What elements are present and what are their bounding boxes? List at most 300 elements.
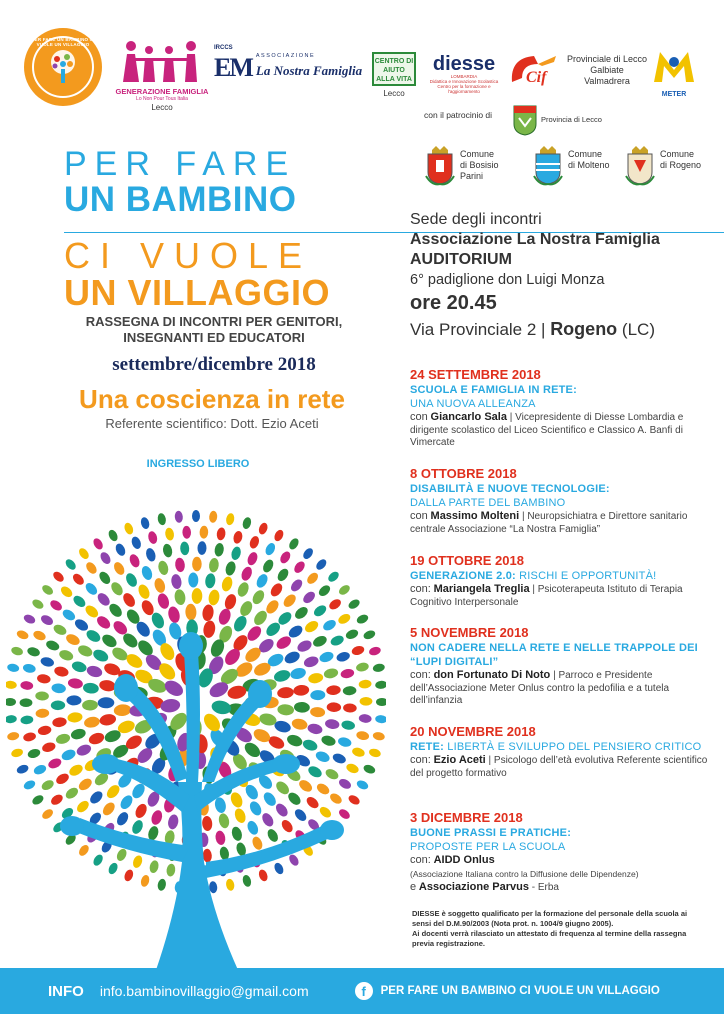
- hand-leaf: [35, 708, 49, 718]
- event-extra: [410, 881, 710, 895]
- event-speaker: Ezio Aceti: [433, 754, 486, 766]
- hand-leaf: [291, 717, 309, 731]
- event-topic: [410, 826, 710, 854]
- event-extra-prefix: e: [410, 881, 417, 893]
- hand-leaf: [337, 807, 351, 821]
- hand-leaf: [88, 789, 105, 806]
- hand-leaf: [64, 786, 80, 801]
- hand-leaf: [170, 573, 182, 589]
- hand-leaf: [64, 557, 78, 571]
- cav-city: Lecco: [383, 89, 405, 98]
- hand-leaf: [329, 634, 345, 648]
- hand-leaf: [297, 778, 314, 794]
- hand-leaf: [287, 853, 300, 867]
- hand-leaf: [150, 809, 164, 826]
- hand-leaf: [98, 679, 116, 693]
- hand-leaf: [312, 603, 328, 618]
- hand-leaf: [45, 639, 61, 652]
- lnf-name: La Nostra Famiglia: [255, 63, 363, 78]
- subtitle-line-2: INSEGNANTI ED EDUCATORI: [123, 330, 305, 345]
- hand-leaf: [133, 802, 149, 820]
- event-role: | Parroco e Presidente dell’Associazione Meter Onlus contro la pedofilia e a tutela dell’infanzia: [410, 670, 670, 706]
- hand-leaf: [77, 843, 91, 857]
- event-item: [410, 367, 710, 450]
- hand-leaf: [22, 663, 36, 674]
- facebook-page-link[interactable]: PER FARE UN BAMBINO CI VUOLE UN VILLAGGIO: [380, 985, 660, 997]
- hand-leaf: [328, 791, 343, 805]
- event-speaker: Massimo Molteni: [430, 510, 520, 522]
- hand-leaf: [166, 863, 176, 877]
- hand-leaf: [75, 743, 93, 758]
- hand-leaf: [52, 623, 68, 637]
- hand-leaf: [95, 614, 113, 631]
- hand-leaf: [130, 535, 143, 550]
- hand-leaf: [278, 550, 292, 565]
- hand-leaf: [305, 795, 321, 811]
- event-topic: NON CADERE NELLA RETE E NELLE TRAPPOLE DEI “LUPI DIGITALI”: [410, 642, 698, 668]
- hand-leaf: [10, 646, 24, 657]
- event-role: | Psicoterapeuta Istituto di Terapia Cognitivo Interpersonale: [410, 584, 683, 608]
- hand-leaf: [7, 663, 20, 673]
- hand-leaf: [7, 731, 20, 741]
- hand-leaf: [324, 767, 340, 781]
- hand-leaf: [251, 835, 265, 851]
- event-con: con:: [410, 583, 431, 595]
- hand-leaf: [99, 713, 117, 727]
- hand-leaf: [236, 581, 251, 599]
- hand-leaf: [70, 727, 87, 741]
- hand-leaf: [266, 827, 281, 843]
- event-speaker-line: [410, 669, 710, 708]
- hand-leaf: [156, 592, 171, 610]
- comune-bosisio: [424, 146, 499, 186]
- event-date: 20 NOVEMBRE 2018: [410, 724, 536, 739]
- hand-leaf: [124, 571, 139, 588]
- hand-leaf: [240, 565, 254, 582]
- hand-leaf: [301, 546, 315, 560]
- hand-leaf: [351, 746, 366, 758]
- hand-leaf: [100, 632, 119, 650]
- hand-leaf: [76, 643, 94, 658]
- hand-leaf: [67, 712, 83, 724]
- hand-leaf: [192, 588, 203, 604]
- hand-leaf: [232, 530, 243, 545]
- hand-leaf: [326, 570, 340, 584]
- event-speaker-line: [410, 583, 710, 609]
- series-theme: Una coscienza in rete: [79, 384, 345, 414]
- hand-leaf: [41, 741, 57, 754]
- venue-street: Via Provinciale 2 |: [410, 320, 546, 339]
- venue-town: Rogeno: [550, 319, 618, 339]
- hand-leaf: [283, 649, 302, 665]
- event-role: | Psicologo dell’età evolutiva Referente scientifico del progetto formativo: [410, 755, 708, 779]
- hand-leaf: [310, 706, 326, 717]
- hand-leaf: [52, 716, 68, 728]
- hand-leaf: [273, 668, 292, 683]
- hand-leaf: [113, 704, 132, 717]
- hand-leaf: [250, 588, 266, 606]
- hand-leaf: [27, 747, 42, 759]
- hand-leaf: [358, 714, 372, 724]
- hand-leaf: [107, 528, 119, 542]
- hand-leaf: [114, 542, 127, 557]
- event-topic: [410, 383, 710, 411]
- hand-leaf: [248, 799, 264, 817]
- event-topic-normal: PROPOSTE PER LA SCUOLA: [410, 841, 566, 853]
- hand-leaf: [343, 703, 357, 712]
- family-figures-icon: [117, 38, 207, 82]
- hand-leaf: [285, 733, 304, 749]
- hand-leaf: [207, 589, 220, 606]
- hand-leaf: [140, 874, 151, 888]
- event-speaker-line: [410, 854, 710, 868]
- hand-leaf: [51, 700, 66, 710]
- hand-leaf: [20, 681, 34, 691]
- event-topic: [410, 740, 710, 754]
- lnf-assoc: ASSOCIAZIONE: [255, 53, 316, 59]
- hand-leaf: [264, 541, 277, 556]
- title-line-3: CI VUOLE: [64, 235, 313, 276]
- hand-leaf: [225, 878, 235, 891]
- hand-leaf: [174, 557, 185, 572]
- event-item: [410, 466, 710, 536]
- comune-rogeno: [624, 146, 701, 186]
- comune-1-line-2: di Bosisio: [460, 160, 499, 170]
- event-speaker-line: [410, 510, 710, 536]
- hand-leaf: [362, 629, 376, 641]
- event-con: con:: [410, 669, 431, 681]
- hand-leaf: [220, 575, 234, 592]
- cif-line-3: Valmadrera: [584, 76, 630, 86]
- hand-leaf: [344, 628, 359, 641]
- title-line-1: PER FARE: [64, 145, 297, 183]
- hand-leaf: [82, 700, 98, 711]
- hand-leaf: [37, 725, 52, 736]
- note-line-2: Ai docenti verrà rilasciato un attestato di frequenza al termine della rassegna previa registrazione.: [412, 929, 687, 948]
- hand-leaf: [185, 604, 197, 621]
- cif-text: [562, 54, 652, 87]
- meter-name: METER: [661, 91, 687, 98]
- event-topic-bold: GENERAZIONE 2.0:: [410, 570, 516, 582]
- hand-leaf: [51, 683, 66, 694]
- hand-leaf: [160, 698, 181, 714]
- hand-leaf: [174, 510, 183, 523]
- hands-tree-illustration: [6, 482, 386, 970]
- hand-leaf: [67, 677, 83, 689]
- hand-leaf: [118, 793, 135, 811]
- event-topic: [410, 482, 710, 510]
- facebook-icon[interactable]: f: [355, 982, 373, 1000]
- comune-1-line-3: Parini: [460, 171, 484, 181]
- hand-leaf: [306, 764, 323, 780]
- hand-leaf: [153, 577, 167, 594]
- hand-leaf: [280, 818, 295, 834]
- hand-leaf: [16, 629, 30, 641]
- hand-leaf: [192, 557, 202, 571]
- hand-leaf: [260, 811, 276, 828]
- event-topic-normal: UNA NUOVA ALLEANZA: [410, 398, 536, 410]
- event-note: [410, 868, 710, 882]
- hand-leaf: [310, 690, 326, 701]
- event-date: 24 SETTEMBRE 2018: [410, 367, 541, 382]
- hand-leaf: [16, 763, 30, 775]
- hand-leaf: [83, 581, 99, 597]
- hand-leaf: [91, 647, 110, 663]
- hand-leaf: [39, 613, 54, 627]
- hand-leaf: [20, 698, 33, 707]
- hand-leaf: [225, 513, 235, 526]
- hand-leaf: [314, 557, 328, 571]
- title-line-4: UN VILLAGGIO: [64, 272, 330, 313]
- hand-leaf: [208, 557, 219, 572]
- hand-leaf: [293, 684, 310, 696]
- hand-leaf: [83, 603, 100, 620]
- diesse-sub3: Centro per la formazione e l'aggiornamento: [437, 84, 491, 94]
- hand-leaf: [77, 776, 94, 792]
- hand-leaf: [318, 805, 333, 820]
- hand-leaf: [314, 749, 331, 763]
- hand-leaf: [61, 607, 77, 622]
- hand-leaf: [95, 591, 112, 608]
- hand-leaf: [337, 736, 352, 748]
- hand-leaf: [341, 720, 356, 731]
- event-extra-speaker: Associazione Parvus: [418, 881, 529, 893]
- patrocinio-label: con il patrocinio di: [424, 110, 493, 120]
- la-nostra-famiglia-logo: [214, 45, 364, 84]
- hand-leaf: [115, 847, 128, 862]
- hand-leaf: [107, 601, 124, 619]
- hand-leaf: [83, 715, 101, 728]
- venue-block: [410, 210, 710, 343]
- series-dates: settembre/dicembre 2018: [112, 354, 316, 375]
- event-topic-bold: BUONE PRASSI E PRATICHE:: [410, 827, 572, 839]
- hand-leaf: [248, 535, 260, 550]
- hand-leaf: [6, 715, 17, 724]
- hand-leaf: [362, 763, 376, 775]
- venue-time: ore 20.45: [410, 292, 497, 314]
- hand-leaf: [66, 695, 81, 705]
- centro-aiuto-vita-logo: [372, 52, 416, 102]
- event-date: 8 OTTOBRE 2018: [410, 466, 517, 481]
- hand-leaf: [356, 730, 370, 741]
- hand-leaf: [67, 762, 84, 778]
- hand-leaf: [192, 510, 200, 522]
- hand-leaf: [229, 791, 245, 810]
- hand-leaf: [123, 868, 135, 882]
- event-speaker: don Fortunato Di Noto: [433, 669, 551, 681]
- event-topic: [410, 569, 710, 583]
- hand-leaf: [327, 597, 342, 611]
- hand-leaf: [303, 619, 320, 635]
- hand-leaf: [31, 793, 45, 806]
- comune-3-line-1: Comune: [660, 149, 695, 159]
- hand-leaf: [268, 581, 284, 598]
- event-topic-normal: RISCHI E OPPORTUNITÀ!: [519, 570, 657, 582]
- genfam-tag: Lo Non Pour Tous Italia: [136, 96, 188, 102]
- hand-leaf: [22, 613, 36, 625]
- cif-logo: [508, 52, 558, 88]
- hand-leaf: [84, 628, 102, 645]
- hand-leaf: [231, 614, 249, 634]
- free-entry-label: INGRESSO LIBERO: [146, 458, 250, 470]
- hand-leaf: [335, 651, 351, 664]
- subtitle-line-1: RASSEGNA DI INCONTRI PER GENITORI,: [85, 314, 343, 329]
- hand-leaf: [274, 779, 292, 797]
- hand-leaf: [289, 577, 305, 593]
- hand-leaf: [148, 859, 159, 874]
- hand-leaf: [277, 704, 294, 716]
- meter-logo: [650, 48, 698, 98]
- hand-leaf: [64, 632, 81, 647]
- event-speaker: AIDD Onlus: [433, 854, 495, 866]
- hand-leaf: [320, 734, 336, 747]
- hand-leaf: [210, 699, 232, 716]
- hand-leaf: [360, 697, 373, 706]
- hand-leaf: [302, 655, 319, 669]
- hand-leaf: [188, 572, 198, 587]
- comune-3-line-2: di Rogeno: [660, 160, 702, 170]
- hand-leaf: [293, 605, 310, 622]
- hand-leaf: [71, 594, 87, 610]
- hand-leaf: [326, 685, 341, 696]
- hand-leaf: [48, 598, 63, 612]
- hand-leaf: [241, 874, 252, 888]
- hand-leaf: [121, 591, 138, 609]
- hand-leaf: [301, 738, 319, 753]
- provincia-crest-icon: [512, 104, 538, 136]
- hand-leaf: [6, 698, 16, 706]
- event-con: con: [410, 510, 428, 522]
- hand-leaf: [36, 673, 51, 684]
- hand-leaf: [293, 807, 309, 823]
- hand-leaf: [55, 732, 71, 745]
- hand-leaf: [164, 527, 174, 541]
- hand-leaf: [157, 513, 167, 526]
- venue-address: [410, 316, 710, 343]
- hand-leaf: [85, 664, 103, 679]
- hand-leaf: [10, 747, 24, 758]
- event-item: [410, 625, 710, 708]
- hand-leaf: [112, 560, 127, 576]
- hand-leaf: [317, 583, 332, 598]
- hand-leaf: [245, 819, 260, 836]
- venue-org: Associazione La Nostra Famiglia: [410, 231, 660, 248]
- hand-leaf: [92, 853, 105, 867]
- hand-leaf: [347, 598, 361, 611]
- hand-leaf: [84, 560, 99, 575]
- hand-leaf: [230, 546, 242, 561]
- note-line-1: DIESSE è soggetto qualificato per la formazione del personale della scuola ai sensi del D.M.90/2003 (Nota prot. n. 1004/9 giugno 2005).: [412, 909, 688, 928]
- comune-2-line-1: Comune: [568, 149, 603, 159]
- hand-leaf: [107, 861, 119, 875]
- hand-leaf: [305, 571, 320, 586]
- hand-leaf: [277, 686, 295, 699]
- event-topic-normal: DALLA PARTE DEL BAMBINO: [410, 497, 566, 509]
- hand-leaf: [294, 702, 310, 713]
- hand-leaf: [182, 526, 191, 539]
- hand-leaf: [245, 624, 264, 644]
- title-line-2: UN BAMBINO: [64, 180, 297, 219]
- event-con: con:: [410, 754, 431, 766]
- event-speaker: Giancarlo Sala: [430, 411, 507, 423]
- venue-province: (LC): [621, 320, 655, 339]
- event-speaker: Mariangela Treglia: [433, 583, 530, 595]
- hand-leaf: [230, 826, 243, 843]
- hand-leaf: [174, 589, 187, 606]
- event-role: | Vicepresidente di Diesse Lombardia e dirigente scolastico del Liceo Scientifico e Classico A. Banfi di Vimercate: [410, 412, 684, 448]
- hand-leaf: [73, 617, 90, 633]
- hand-leaf: [202, 620, 216, 639]
- logo-ring-text: PER FARE UN BAMBINO CI VUOLE UN VILLAGGIO: [31, 37, 95, 47]
- hand-leaf: [347, 793, 361, 806]
- info-label: INFO: [48, 982, 84, 1000]
- hand-leaf: [273, 528, 285, 542]
- event-topic-bold: DISABILITÀ E NUOVE TECNOLOGIE:: [410, 483, 610, 495]
- hand-leaf: [92, 537, 105, 551]
- hand-leaf: [337, 612, 352, 626]
- meter-mark-icon: [650, 48, 698, 86]
- hand-leaf: [71, 572, 86, 587]
- hand-leaf: [35, 691, 49, 700]
- diesse-logo: [428, 53, 500, 94]
- hand-leaf: [223, 593, 238, 611]
- villaggio-logo: [24, 28, 102, 106]
- event-date: 3 DICEMBRE 2018: [410, 810, 523, 825]
- hand-leaf: [214, 830, 226, 846]
- hand-leaf: [209, 510, 218, 523]
- hand-leaf: [58, 648, 75, 662]
- hand-leaf: [157, 878, 167, 891]
- hand-leaf: [199, 526, 208, 539]
- hand-leaf: [60, 748, 77, 762]
- diesse-sub1: LOMBARDIA: [450, 74, 478, 79]
- event-speaker-line: [410, 754, 710, 780]
- hand-leaf: [246, 551, 259, 567]
- bosisio-crest-icon: [424, 146, 456, 186]
- hand-leaf: [323, 667, 339, 679]
- hand-leaf: [318, 650, 335, 664]
- lnf-irccs: IRCCS: [214, 45, 233, 51]
- hand-leaf: [131, 854, 143, 869]
- hand-leaf: [292, 560, 307, 575]
- event-con: con:: [410, 854, 431, 866]
- genfam-name: GENERAZIONE FAMIGLIA: [115, 87, 209, 96]
- hand-leaf: [355, 662, 369, 673]
- hand-leaf: [147, 530, 159, 545]
- comune-molteno: [532, 146, 610, 186]
- hand-leaf: [372, 663, 385, 673]
- hand-leaf: [261, 790, 278, 808]
- info-email-link[interactable]: info.bambinovillaggio@gmail.com: [99, 983, 309, 999]
- hand-leaf: [109, 580, 125, 597]
- comune-1-line-1: Comune: [460, 149, 495, 159]
- event-item: [410, 810, 710, 895]
- hand-leaf: [351, 644, 366, 656]
- hand-leaf: [233, 807, 248, 825]
- hand-leaf: [6, 680, 17, 689]
- diesse-sub2: Didattica e Innovazione Scolastica: [429, 79, 499, 84]
- hand-leaf: [286, 790, 303, 807]
- hand-leaf: [49, 793, 64, 807]
- hand-leaf: [238, 599, 255, 618]
- generazione-famiglia-logo: [112, 38, 212, 112]
- event-item: [410, 724, 710, 780]
- molteno-crest-icon: [532, 146, 564, 186]
- event-con: con: [410, 411, 428, 423]
- event-topic-bold: SCUOLA E FAMIGLIA IN RETE:: [410, 384, 577, 396]
- hand-leaf: [128, 553, 142, 569]
- hand-leaf: [97, 570, 112, 586]
